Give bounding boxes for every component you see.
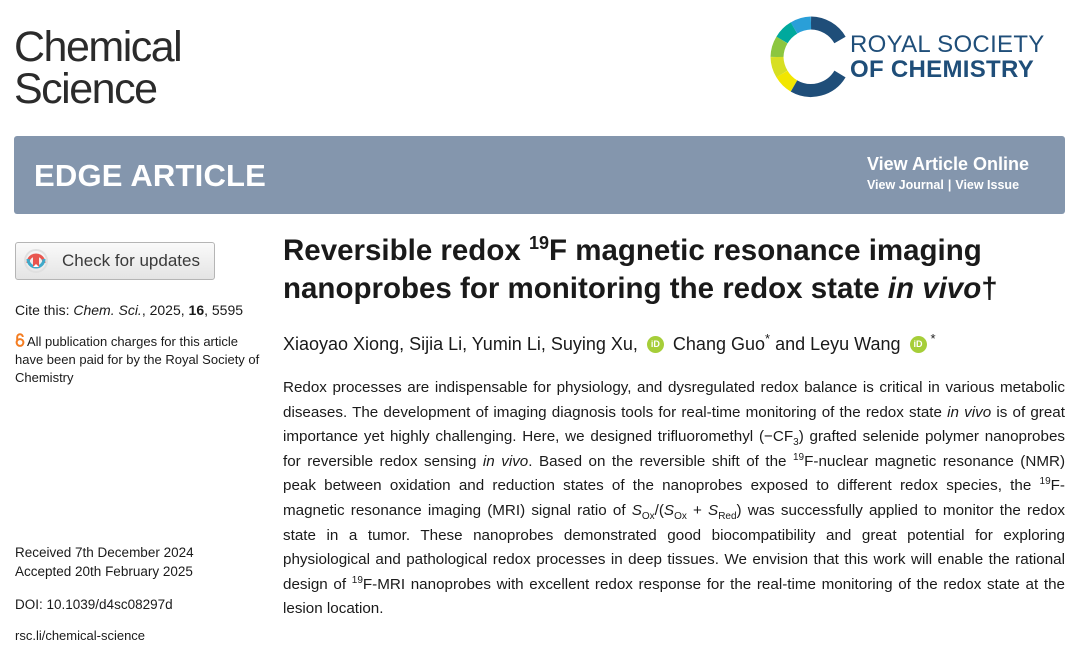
check-for-updates-label: Check for updates	[62, 251, 200, 270]
abstract-text: . Based on the reversible shift of the	[528, 452, 793, 470]
received-date: Received 7th December 2024	[15, 545, 194, 560]
banner-links	[867, 154, 1029, 192]
corresponding-mark: *	[765, 331, 771, 346]
orcid-icon[interactable]: iD	[910, 336, 927, 353]
author-chang-guo: Chang Guo	[672, 334, 765, 354]
journal-name-line2: Science	[14, 65, 157, 113]
publisher-name	[850, 32, 1045, 82]
article-dates	[15, 543, 265, 581]
cite-year: , 2025,	[141, 302, 189, 318]
abstract-text: F-MRI nanoprobes with excellent redox response for the real-time monitoring of the redox state at the lesion location.	[283, 575, 1065, 618]
crossmark-icon	[24, 249, 48, 273]
article-type: EDGE ARTICLE	[34, 158, 267, 193]
orcid-icon[interactable]: iD	[647, 336, 664, 353]
open-access-text: All publication charges for this article have been paid for by the Royal Society of Chemistry	[15, 334, 260, 385]
abstract-text: F-magnetic resonance imaging (MRI) signal ratio of	[283, 477, 1065, 519]
abstract-subscript: Ox	[641, 511, 655, 522]
accepted-date: Accepted 20th February 2025	[15, 564, 193, 579]
author-leyu-wang: Leyu Wang	[810, 334, 901, 354]
view-article-online-link[interactable]: View Article Online	[866, 154, 1029, 174]
abstract-superscript: 19	[1039, 476, 1051, 488]
cite-page: , 5595	[204, 302, 244, 318]
link-separator: |	[947, 178, 952, 192]
publisher-line1: ROYAL SOCIETY	[850, 31, 1045, 58]
check-for-updates-button[interactable]	[15, 242, 215, 280]
publisher-line2: OF CHEMISTRY	[850, 56, 1035, 83]
authors-and: and	[775, 334, 806, 354]
abstract-italic: in vivo	[482, 452, 529, 470]
abstract	[283, 376, 1065, 622]
abstract-superscript: 19	[351, 574, 363, 586]
abstract-superscript: 19	[792, 451, 805, 463]
author-list	[283, 331, 936, 355]
authors-group-1: Xiaoyao Xiong, Sijia Li, Yumin Li, Suying Xu,	[283, 334, 638, 354]
view-issue-link[interactable]: View Issue	[955, 178, 1020, 192]
title-dagger: †	[981, 272, 998, 305]
title-isotope: 19	[528, 233, 549, 254]
title-part-1: Reversible redox	[283, 234, 529, 267]
abstract-text: ) was successfully applied to monitor the redox state in a tumor. These nanoprobes demonstrated good biocompatibility and great potential for exploring physiological and pathological redox processes in deep tissues. We envision that this work will enable the rational design of	[283, 501, 1066, 593]
abstract-text: ) grafted selenide polymer nanoprobes for reversible redox sensing	[283, 428, 1065, 470]
view-journal-link[interactable]: View Journal	[866, 178, 944, 192]
abstract-text: +	[686, 501, 709, 519]
abstract-subscript: Ox	[674, 511, 687, 522]
cite-volume: 16	[188, 302, 205, 318]
article-type-banner	[14, 136, 1065, 214]
abstract-text: /(	[654, 501, 664, 519]
abstract-italic: S	[708, 501, 719, 519]
journal-issue-links	[867, 178, 1029, 192]
corresponding-mark: *	[930, 331, 936, 346]
abstract-italic: in vivo	[947, 403, 992, 421]
open-access-note	[15, 333, 265, 387]
abstract-text: is of great importance yet highly challenging. Here, we designed trifluoromethyl (−CF	[283, 403, 1065, 446]
journal-name	[14, 23, 182, 113]
cite-journal: Chem. Sci.	[73, 302, 142, 318]
journal-site-link[interactable]: rsc.li/chemical-science	[15, 628, 146, 643]
article-title	[283, 232, 1073, 308]
abstract-subscript: Red	[718, 511, 737, 522]
citation	[15, 301, 265, 319]
cite-label: Cite this:	[15, 302, 70, 318]
open-access-icon	[15, 333, 25, 347]
abstract-italic: S	[663, 501, 675, 519]
doi[interactable]: DOI: 10.1039/d4sc08297d	[15, 597, 173, 612]
abstract-text: F-nuclear magnetic resonance (NMR) peak between oxidation and reduction states of the nanoprobes exposed to different redox species, the	[283, 452, 1066, 495]
abstract-text: Redox processes are indispensable for physiology, and dysregulated redox balance is critical in various metabolic diseases. The development of imaging diagnosis tools for real-time monitoring of the redox state	[283, 379, 1065, 421]
journal-name-line1: Chemical	[14, 23, 182, 71]
title-in-vivo: in vivo	[887, 272, 982, 305]
abstract-subscript: 3	[793, 437, 799, 449]
title-part-2: F magnetic resonance imaging nanoprobes for monitoring the redox state	[283, 234, 982, 305]
abstract-italic: S	[631, 501, 642, 519]
